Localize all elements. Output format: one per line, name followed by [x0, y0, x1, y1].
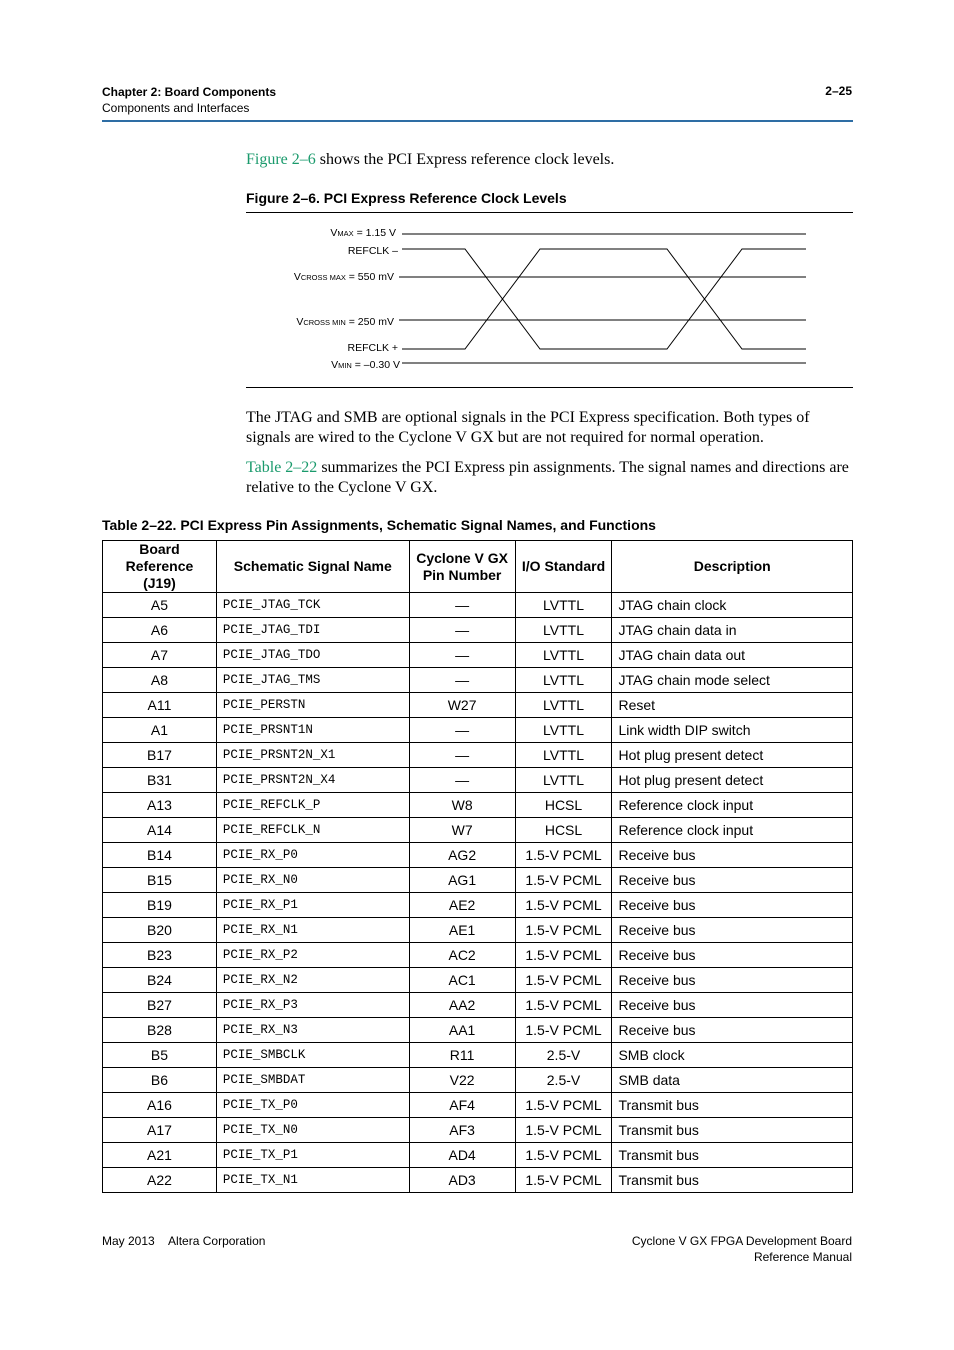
figure-caption: Figure 2–6. PCI Express Reference Clock Levels [246, 190, 567, 206]
board-ref-cell: B6 [103, 1068, 217, 1093]
table-intro-paragraph [246, 458, 856, 498]
table-row [103, 593, 853, 618]
board-ref-cell: B31 [103, 768, 217, 793]
io-standard-cell: LVTTL [515, 768, 612, 793]
intro-text: shows the PCI Express reference clock levels. [315, 151, 615, 168]
board-ref-cell: A1 [103, 718, 217, 743]
pin-number-cell: R11 [409, 1043, 515, 1068]
signal-name-cell: PCIE_RX_N2 [216, 968, 409, 993]
signal-name-cell: PCIE_PRSNT2N_X4 [216, 768, 409, 793]
header-rule [102, 120, 853, 122]
description-cell: JTAG chain clock [612, 593, 853, 618]
description-cell: Hot plug present detect [612, 768, 853, 793]
io-standard-cell: 1.5-V PCML [515, 918, 612, 943]
figure-link[interactable]: Figure 2–6 [246, 151, 316, 168]
board-ref-cell: A6 [103, 618, 217, 643]
table-row [103, 968, 853, 993]
signal-name-cell: PCIE_RX_P3 [216, 993, 409, 1018]
io-standard-cell: 1.5-V PCML [515, 1143, 612, 1168]
pin-number-cell: — [409, 668, 515, 693]
refclk-minus-waveform [402, 249, 806, 349]
pin-number-cell: — [409, 593, 515, 618]
signal-name-cell: PCIE_JTAG_TMS [216, 668, 409, 693]
signal-name-cell: PCIE_JTAG_TDI [216, 618, 409, 643]
table-row [103, 768, 853, 793]
pin-number-cell: — [409, 718, 515, 743]
pin-number-cell: AA2 [409, 993, 515, 1018]
table-row [103, 993, 853, 1018]
table-row [103, 1018, 853, 1043]
refclk-minus-label: REFCLK – [347, 245, 398, 257]
board-ref-cell: B19 [103, 893, 217, 918]
description-cell: JTAG chain data in [612, 618, 853, 643]
table-row [103, 693, 853, 718]
clock-levels-diagram [246, 213, 853, 387]
description-cell: Reset [612, 693, 853, 718]
pin-number-cell: — [409, 643, 515, 668]
description-cell: Receive bus [612, 918, 853, 943]
board-ref-cell: A8 [103, 668, 217, 693]
chapter-title: Chapter 2: Board Components [102, 85, 277, 99]
section-title: Components and Interfaces [102, 101, 250, 115]
pin-number-cell: — [409, 618, 515, 643]
description-cell: Receive bus [612, 993, 853, 1018]
signal-name-cell: PCIE_RX_P1 [216, 893, 409, 918]
intro-paragraph [246, 150, 856, 170]
footer-doc-title: Cyclone V GX FPGA Development Board [631, 1234, 852, 1248]
io-standard-cell: 1.5-V PCML [515, 893, 612, 918]
board-ref-cell: A7 [103, 643, 217, 668]
vmax-label: VMAX = 1.15 V [330, 227, 396, 239]
pin-number-cell: AG2 [409, 843, 515, 868]
table-row [103, 1143, 853, 1168]
io-standard-cell: 1.5-V PCML [515, 868, 612, 893]
board-ref-cell: B17 [103, 743, 217, 768]
io-standard-cell: LVTTL [515, 643, 612, 668]
table-row [103, 643, 853, 668]
col-header-pin-number: Cyclone V GX Pin Number [409, 541, 515, 593]
pin-assignment-table [102, 540, 853, 1193]
table-row [103, 743, 853, 768]
description-cell: Hot plug present detect [612, 743, 853, 768]
signal-name-cell: PCIE_TX_P0 [216, 1093, 409, 1118]
col-header-io-standard: I/O Standard [515, 541, 612, 593]
io-standard-cell: 1.5-V PCML [515, 993, 612, 1018]
refclk-plus-label: REFCLK + [347, 342, 398, 354]
pin-number-cell: AE2 [409, 893, 515, 918]
pin-number-cell: W8 [409, 793, 515, 818]
footer-right [632, 1233, 852, 1265]
io-standard-cell: 1.5-V PCML [515, 1168, 612, 1193]
vmin-label: VMIN = –0.30 V [331, 359, 400, 371]
pin-number-cell: W7 [409, 818, 515, 843]
signal-name-cell: PCIE_RX_N0 [216, 868, 409, 893]
pin-number-cell: W27 [409, 693, 515, 718]
io-standard-cell: 1.5-V PCML [515, 1093, 612, 1118]
vcross-max-label: VCROSS MAX = 550 mV [293, 271, 394, 283]
board-ref-cell: B15 [103, 868, 217, 893]
refclk-plus-waveform [402, 249, 806, 349]
io-standard-cell: LVTTL [515, 668, 612, 693]
page-number: 2–25 [825, 84, 852, 98]
pin-number-cell: — [409, 743, 515, 768]
table-row [103, 893, 853, 918]
figure-bottom-rule [246, 387, 853, 388]
description-cell: Receive bus [612, 893, 853, 918]
io-standard-cell: 2.5-V [515, 1043, 612, 1068]
table-row [103, 1168, 853, 1193]
board-ref-cell: A14 [103, 818, 217, 843]
table-link[interactable]: Table 2–22 [246, 459, 318, 476]
io-standard-cell: 1.5-V PCML [515, 843, 612, 868]
signal-name-cell: PCIE_RX_N1 [216, 918, 409, 943]
footer-left [102, 1233, 265, 1249]
description-cell: Receive bus [612, 968, 853, 993]
board-ref-cell: B28 [103, 1018, 217, 1043]
table-row [103, 793, 853, 818]
running-header [102, 84, 276, 116]
table-row [103, 718, 853, 743]
pin-number-cell: V22 [409, 1068, 515, 1093]
io-standard-cell: LVTTL [515, 743, 612, 768]
description-cell: Transmit bus [612, 1143, 853, 1168]
signal-name-cell: PCIE_RX_P2 [216, 943, 409, 968]
signal-name-cell: PCIE_REFCLK_P [216, 793, 409, 818]
col-header-description: Description [612, 541, 853, 593]
signal-name-cell: PCIE_SMBCLK [216, 1043, 409, 1068]
signal-name-cell: PCIE_TX_N1 [216, 1168, 409, 1193]
io-standard-cell: 1.5-V PCML [515, 1018, 612, 1043]
pin-number-cell: AD4 [409, 1143, 515, 1168]
description-cell: Transmit bus [612, 1168, 853, 1193]
description-cell: Transmit bus [612, 1093, 853, 1118]
description-cell: Transmit bus [612, 1118, 853, 1143]
board-ref-cell: B24 [103, 968, 217, 993]
pin-number-cell: AC1 [409, 968, 515, 993]
table-row [103, 943, 853, 968]
pin-number-cell: AE1 [409, 918, 515, 943]
description-cell: JTAG chain data out [612, 643, 853, 668]
table-header-row [103, 541, 853, 593]
signal-name-cell: PCIE_TX_P1 [216, 1143, 409, 1168]
signal-name-cell: PCIE_PERSTN [216, 693, 409, 718]
pin-number-cell: AD3 [409, 1168, 515, 1193]
description-cell: SMB clock [612, 1043, 853, 1068]
col-header-board-ref: Board Reference (J19) [103, 541, 217, 593]
table-intro-text: summarizes the PCI Express pin assignments. The signal names and directions are relative to the Cyclone V GX. [246, 459, 849, 496]
description-cell: Link width DIP switch [612, 718, 853, 743]
board-ref-cell: A13 [103, 793, 217, 818]
board-ref-cell: A21 [103, 1143, 217, 1168]
description-cell: Receive bus [612, 843, 853, 868]
description-cell: SMB data [612, 1068, 853, 1093]
signal-name-cell: PCIE_JTAG_TDO [216, 643, 409, 668]
pin-number-cell: AF4 [409, 1093, 515, 1118]
board-ref-cell: A22 [103, 1168, 217, 1193]
signal-name-cell: PCIE_RX_N3 [216, 1018, 409, 1043]
footer-doc-subtitle: Reference Manual [753, 1250, 852, 1264]
signal-name-cell: PCIE_JTAG_TCK [216, 593, 409, 618]
board-ref-cell: A5 [103, 593, 217, 618]
table-caption: Table 2–22. PCI Express Pin Assignments, Schematic Signal Names, and Functions [102, 517, 656, 533]
table-row [103, 818, 853, 843]
vcross-min-label: VCROSS MIN = 250 mV [296, 316, 394, 328]
table-row [103, 1068, 853, 1093]
table-row [103, 1043, 853, 1068]
pin-number-cell: AA1 [409, 1018, 515, 1043]
pin-number-cell: AC2 [409, 943, 515, 968]
board-ref-cell: B27 [103, 993, 217, 1018]
board-ref-cell: A11 [103, 693, 217, 718]
description-cell: Receive bus [612, 943, 853, 968]
board-ref-cell: B20 [103, 918, 217, 943]
footer-company: Altera Corporation [168, 1234, 266, 1248]
signal-name-cell: PCIE_TX_N0 [216, 1118, 409, 1143]
description-cell: JTAG chain mode select [612, 668, 853, 693]
signal-name-cell: PCIE_PRSNT1N [216, 718, 409, 743]
board-ref-cell: A17 [103, 1118, 217, 1143]
table-row [103, 843, 853, 868]
signal-name-cell: PCIE_SMBDAT [216, 1068, 409, 1093]
io-standard-cell: HCSL [515, 818, 612, 843]
board-ref-cell: B23 [103, 943, 217, 968]
table-row [103, 1093, 853, 1118]
table-row [103, 868, 853, 893]
io-standard-cell: 2.5-V [515, 1068, 612, 1093]
col-header-signal-name: Schematic Signal Name [216, 541, 409, 593]
io-standard-cell: 1.5-V PCML [515, 968, 612, 993]
description-cell: Reference clock input [612, 818, 853, 843]
io-standard-cell: LVTTL [515, 693, 612, 718]
signal-name-cell: PCIE_PRSNT2N_X1 [216, 743, 409, 768]
io-standard-cell: HCSL [515, 793, 612, 818]
table-row [103, 1118, 853, 1143]
board-ref-cell: B5 [103, 1043, 217, 1068]
pin-number-cell: AF3 [409, 1118, 515, 1143]
footer-date: May 2013 [102, 1234, 155, 1248]
io-standard-cell: LVTTL [515, 718, 612, 743]
table-row [103, 668, 853, 693]
board-ref-cell: B14 [103, 843, 217, 868]
description-cell: Receive bus [612, 868, 853, 893]
description-cell: Reference clock input [612, 793, 853, 818]
table-row [103, 618, 853, 643]
board-ref-cell: A16 [103, 1093, 217, 1118]
table-row [103, 918, 853, 943]
io-standard-cell: 1.5-V PCML [515, 1118, 612, 1143]
description-cell: Receive bus [612, 1018, 853, 1043]
io-standard-cell: LVTTL [515, 618, 612, 643]
pin-number-cell: — [409, 768, 515, 793]
jtag-smb-paragraph: The JTAG and SMB are optional signals in the PCI Express specification. Both types of signals are wired to the Cyclone V GX but are not required for normal operation. [246, 409, 810, 446]
pin-number-cell: AG1 [409, 868, 515, 893]
io-standard-cell: 1.5-V PCML [515, 943, 612, 968]
signal-name-cell: PCIE_REFCLK_N [216, 818, 409, 843]
io-standard-cell: LVTTL [515, 593, 612, 618]
signal-name-cell: PCIE_RX_P0 [216, 843, 409, 868]
